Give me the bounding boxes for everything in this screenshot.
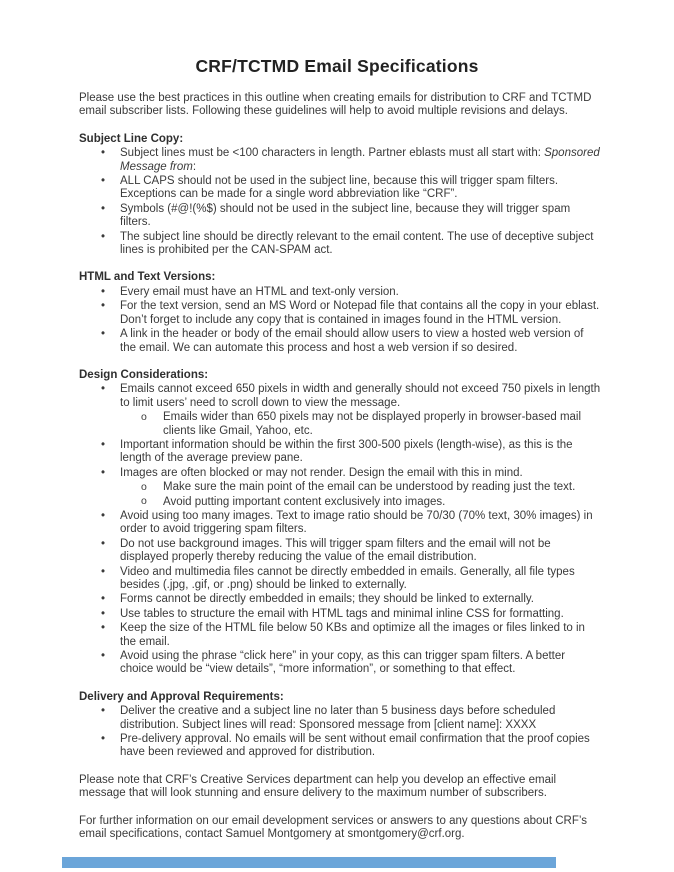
bullet-text <box>120 650 565 675</box>
bullet-marker-icon: • <box>101 438 106 451</box>
bullet-item <box>79 650 601 677</box>
bullet-item <box>79 147 601 174</box>
text-run: Do not use background images. This will trigger spam filters and the email will not be displayed properly thereby reducing the value of the email distribution. <box>120 537 551 564</box>
bullet-marker-icon: • <box>101 328 106 341</box>
sub-bullet-item <box>79 411 601 438</box>
text-run: Avoid using the phrase “click here” in your copy, as this can trigger spam filters. A better choice would be “view details”, “more information”, or something to that effect. <box>120 650 566 676</box>
bullet-text <box>120 231 593 256</box>
text-run: Images are often blocked or may not render. Design the email with this in mind. <box>120 466 523 479</box>
bullet-marker-icon: • <box>101 147 106 160</box>
text-run: Symbols (#@!(%$) should not be used in the subject line, because they will trigger spam filters. <box>120 202 571 229</box>
bullet-item <box>79 383 601 410</box>
bullet-text <box>120 383 600 408</box>
document-title: CRF/TCTMD Email Specifications <box>195 56 479 76</box>
bullet-item <box>79 231 601 258</box>
text-run: Keep the size of the HTML file below 50 KBs and optimize all the images or files linked to in the email. <box>120 622 585 648</box>
closing-paragraph: Please note that CRF’s Creative Services department can help you develop an effective email message that will look stunning and ensure delivery to the maximum number of subscribers. <box>79 773 557 800</box>
bullet-text <box>120 705 555 730</box>
bullet-item <box>79 733 601 760</box>
section-heading: Subject Line Copy: <box>79 132 184 145</box>
bullet-marker-icon: • <box>101 622 106 635</box>
bullet-marker-icon: • <box>101 285 106 298</box>
text-run: ALL CAPS should not be used in the subject line, because this will trigger spam filters. Exceptions can be made for a single word abbreviation like “CRF”. <box>120 175 559 201</box>
bullet-text <box>120 467 523 479</box>
bullet-marker-icon: • <box>101 593 106 606</box>
section <box>79 133 601 258</box>
bullet-item <box>79 467 601 480</box>
bullet-text <box>120 203 570 228</box>
bullet-item <box>79 608 601 621</box>
bullet-text <box>120 328 583 353</box>
bullet-marker-icon: • <box>101 705 106 718</box>
bullet-list <box>79 147 601 257</box>
bullet-text <box>120 622 585 647</box>
bullet-item <box>79 328 601 355</box>
bullet-text <box>120 608 564 620</box>
text-run: A link in the header or body of the email should allow users to view a hosted web version of the email. We can automate this process and host a web version if so desired. <box>120 328 584 354</box>
bullet-item <box>79 622 601 649</box>
sub-bullet-text: Avoid putting important content exclusively into images. <box>163 495 446 508</box>
bullet-item <box>79 510 601 537</box>
bullet-marker-icon: • <box>101 650 106 663</box>
bullet-item <box>79 593 601 606</box>
text-run: Video and multimedia files cannot be directly embedded in emails. Generally, all file types besides (.jpg, .gif, or .png) should be linked to externally. <box>120 565 575 591</box>
text-run: Deliver the creative and a subject line no later than 5 business days before scheduled distribution. Subject lines will read: Sponsored message from [client name]: XXXX <box>120 705 556 731</box>
bullet-text <box>120 147 600 172</box>
text-run: Subject lines must be <100 characters in length. Partner eblasts must all start with: <box>120 147 545 160</box>
bullet-marker-icon: • <box>101 383 106 396</box>
section-heading: Design Considerations: <box>79 368 209 381</box>
sub-bullet-marker-icon: o <box>141 495 147 508</box>
sub-bullet-marker-icon: o <box>141 410 147 423</box>
bullet-marker-icon: • <box>101 466 106 479</box>
bullet-marker-icon: • <box>101 607 106 620</box>
bullet-text <box>120 300 599 325</box>
bullet-marker-icon: • <box>101 175 106 188</box>
text-run: Pre-delivery approval. No emails will be sent without email confirmation that the proof copies have been reviewed and approved for distribution. <box>120 733 590 759</box>
sub-bullet-text: Make sure the main point of the email can be understood by reading just the text. <box>163 481 576 494</box>
sub-bullet-text: Emails wider than 650 pixels may not be displayed properly in browser-based mail clients like Gmail, Yahoo, etc. <box>163 411 582 437</box>
bullet-list <box>79 286 601 355</box>
document-content <box>0 92 674 842</box>
bullet-text <box>120 510 593 535</box>
section-heading: HTML and Text Versions: <box>79 271 216 284</box>
text-run: Sponsored Message from <box>120 147 600 173</box>
sections <box>79 133 601 760</box>
section <box>79 691 601 760</box>
closing-paragraph: For further information on our email development services or answers to any questions about CRF’s email specifications, contact Samuel Montgomery at smontgomery@crf.org. <box>79 814 587 841</box>
text-run: Use tables to structure the email with HTML tags and minimal inline CSS for formatting. <box>120 607 564 620</box>
sub-bullet-item <box>79 496 601 509</box>
footer-accent-bar <box>62 857 556 868</box>
intro-paragraph: Please use the best practices in this outline when creating emails for distribution to CRF and TCTMD email subscriber lists. Following these guidelines will help to avoid multiple revisions and delays. <box>79 92 592 118</box>
bullet-text <box>120 538 551 563</box>
text-run: Every email must have an HTML and text-only version. <box>120 285 399 298</box>
sub-bullet-item <box>79 481 601 494</box>
bullet-text <box>120 733 590 758</box>
bullet-marker-icon: • <box>101 202 106 215</box>
bullet-item <box>79 300 601 327</box>
text-run: : <box>192 160 197 173</box>
text-run: Avoid using too many images. Text to image ratio should be 70/30 (70% text, 30% images) in order to avoid triggering spam filters. <box>120 509 593 536</box>
bullet-item <box>79 203 601 230</box>
section <box>79 271 601 354</box>
bullet-marker-icon: • <box>101 565 106 578</box>
bullet-marker-icon: • <box>101 509 106 522</box>
bullet-text <box>120 566 575 591</box>
section <box>79 369 601 677</box>
bullet-marker-icon: • <box>101 537 106 550</box>
bullet-text <box>120 439 573 464</box>
bullet-item <box>79 175 601 202</box>
bullet-item <box>79 286 601 299</box>
text-run: Important information should be within the first 300-500 pixels (length-wise), as this is the length of the average preview pane. <box>120 438 573 465</box>
bullet-list <box>79 705 601 760</box>
bullet-text <box>120 286 399 298</box>
bullet-marker-icon: • <box>101 300 106 313</box>
bullet-item <box>79 566 601 593</box>
text-run: For the text version, send an MS Word or Notepad file that contains all the copy in your eblast. Don’t forget to include any copy that is contained in images found in the HTML version. <box>120 300 600 326</box>
text-run: Emails cannot exceed 650 pixels in width and generally should not exceed 750 pixels in length to limit users’ need to scroll down to view the message. <box>120 383 601 409</box>
bullet-marker-icon: • <box>101 733 106 746</box>
bullet-item <box>79 538 601 565</box>
sub-bullet-marker-icon: o <box>141 480 147 493</box>
bullet-marker-icon: • <box>101 230 106 243</box>
text-run: Forms cannot be directly embedded in emails; they should be linked to externally. <box>120 593 535 606</box>
bullet-text <box>120 175 558 200</box>
bullet-item <box>79 705 601 732</box>
bullet-text <box>120 593 534 605</box>
bullet-item <box>79 439 601 466</box>
bullet-list <box>79 383 601 677</box>
text-run: The subject line should be directly relevant to the email content. The use of deceptive subject lines is prohibited per the CAN-SPAM act. <box>120 230 594 257</box>
section-heading: Delivery and Approval Requirements: <box>79 690 284 703</box>
closing-paragraphs <box>79 774 601 842</box>
